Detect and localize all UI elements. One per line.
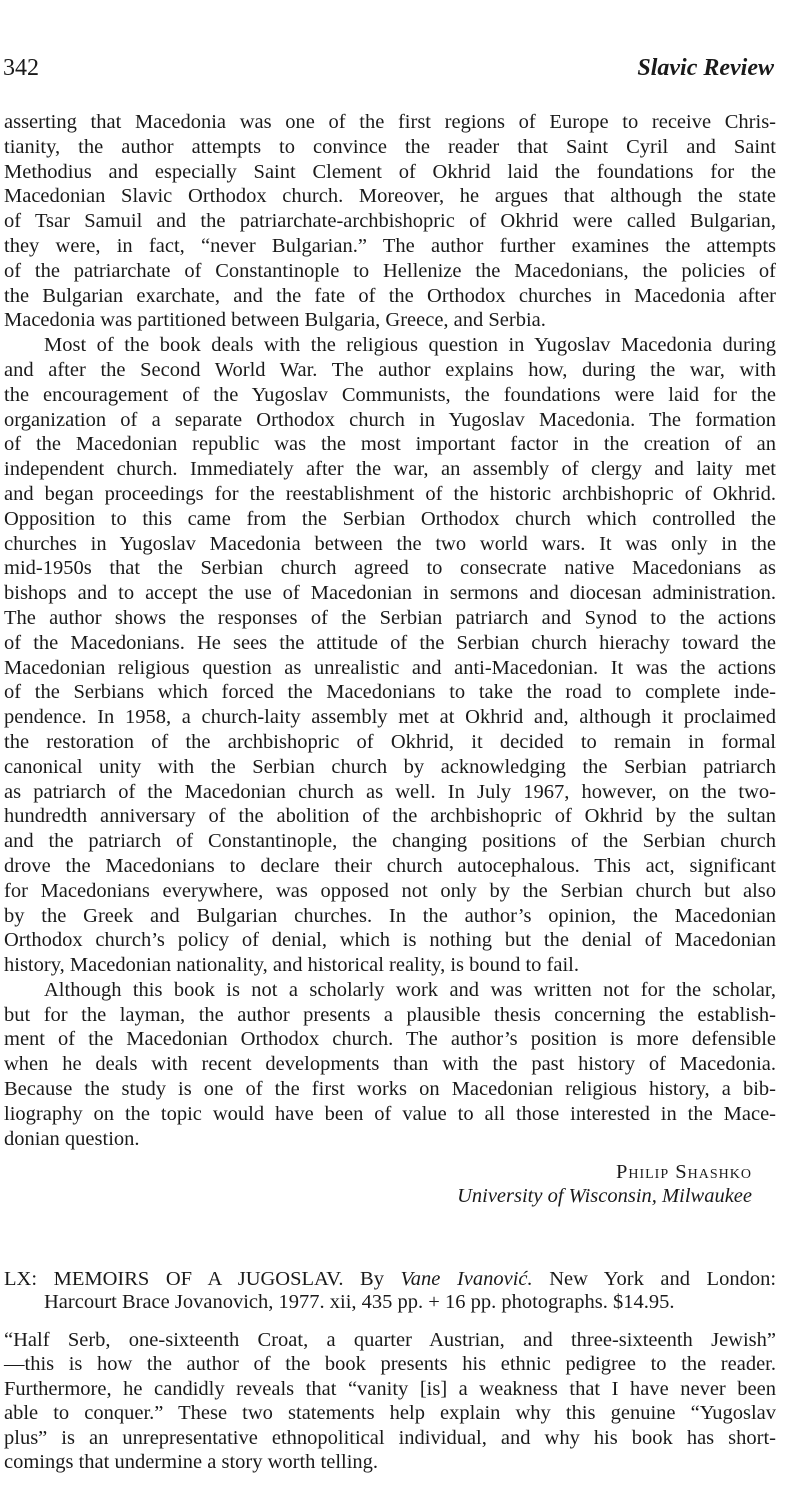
text-line: independent church. Immediately after the war, an assembly of clergy and laity met [4, 458, 776, 481]
text-line: donian question. [4, 1127, 140, 1150]
page-number: 342 [3, 55, 39, 81]
text-line: comings that undermine a story worth telling. [4, 1450, 379, 1473]
text-line: canonical unity with the Serbian church by acknowledging the Serbian patriarch [4, 755, 776, 778]
text-line: asserting that Macedonia was one of the first regions of Europe to receive Chris- [4, 111, 776, 133]
text-line: the restoration of the archbishopric of Okhrid, it decided to remain in formal [4, 730, 776, 753]
text-line: Because the study is one of the first works on Macedonian religious history, a bib- [4, 1078, 776, 1101]
paragraph [4, 110, 776, 333]
text-line: but for the layman, the author presents a plausible thesis concerning the establish- [4, 1003, 776, 1026]
text-line: The author shows the responses of the Serbian patriarch and Synod to the actions [4, 606, 776, 629]
text-line: Macedonian religious question as unrealistic and anti-Macedonian. It was the actions [4, 656, 776, 679]
text-line: and the patriarch of Constantinople, the changing positions of the Serbian church [4, 830, 776, 853]
text-line: organization of a separate Orthodox church in Yugoslav Macedonia. The formation [4, 408, 776, 431]
citation-line-1 [4, 1268, 776, 1291]
text-line: plus” is an unrepresentative ethnopolitical individual, and why his book has short- [4, 1426, 776, 1449]
text-line: of the Macedonian republic was the most important factor in the creation of an [4, 433, 776, 456]
text-line: —this is how the author of the book presents his ethnic pedigree to the reader. [4, 1353, 776, 1376]
book-author: Vane Ivanović. [400, 1268, 533, 1290]
book-citation-heading [4, 1268, 776, 1314]
text-line: of the patriarchate of Constantinople to Hellenize the Macedonians, the policies of [4, 259, 776, 282]
publisher-place: New York and London: [549, 1268, 777, 1290]
text-line: Methodius and especially Saint Clement of Okhrid laid the foundations for the [4, 160, 776, 183]
reviewer-signature [457, 1160, 752, 1208]
text-line: tianity, the author attempts to convince the reader that Saint Cyril and Saint [4, 135, 776, 158]
text-line: drove the Macedonians to declare their church autocephalous. This act, significant [4, 854, 776, 877]
text-line: and began proceedings for the reestablishment of the historic archbishopric of Okhrid. [4, 482, 776, 505]
text-line: ment of the Macedonian Orthodox church. The author’s position is more defensible [4, 1028, 776, 1051]
reviewer-name: Philip Shashko [615, 1161, 752, 1183]
book-title: LX: MEMOIRS OF A JUGOSLAV. By [4, 1268, 384, 1290]
text-line: bishops and to accept the use of Macedonian in sermons and diocesan administration. [4, 582, 776, 605]
text-line: the encouragement of the Yugoslav Communists, the foundations were laid for the [4, 383, 776, 406]
text-line: Macedonia was partitioned between Bulgaria, Greece, and Serbia. [4, 309, 546, 332]
text-line: able to conquer.” These two statements help explain why this genuine “Yugoslav [4, 1402, 776, 1425]
text-line: pendence. In 1958, a church-laity assembly met at Okhrid and, although it proclaimed [4, 706, 776, 729]
text-line: as patriarch of the Macedonian church as well. In July 1967, however, on the two- [4, 780, 776, 803]
text-line: “Half Serb, one-sixteenth Croat, a quarter Austrian, and three-sixteenth Jewish” [4, 1329, 776, 1351]
text-line: when he deals with recent developments than with the past history of Macedonia. [4, 1053, 776, 1076]
text-line: Furthermore, he candidly reveals that “vanity [is] a weakness that I have never been [4, 1377, 776, 1400]
text-line: of the Serbians which forced the Macedonians to take the road to complete inde- [4, 681, 776, 704]
reviewer-affiliation: University of Wisconsin, Milwaukee [457, 1185, 752, 1207]
text-line: and after the Second World War. The author explains how, during the war, with [4, 358, 776, 381]
text-line: the Bulgarian exarchate, and the fate of the Orthodox churches in Macedonia after [4, 284, 776, 307]
text-line: by the Greek and Bulgarian churches. In the author’s opinion, the Macedonian [4, 904, 776, 927]
text-line: mid-1950s that the Serbian church agreed to consecrate native Macedonians as [4, 557, 776, 580]
text-line: Opposition to this came from the Serbian Orthodox church which controlled the [4, 507, 776, 530]
journal-running-title: Slavic Review [637, 55, 774, 81]
paragraph [4, 1328, 776, 1474]
review-body [4, 110, 776, 1151]
text-line: for Macedonians everywhere, was opposed not only by the Serbian church but also [4, 879, 776, 902]
text-line: of the Macedonians. He sees the attitude of the Serbian church hierachy toward the [4, 631, 776, 654]
text-line: history, Macedonian nationality, and historical reality, is bound to fail. [4, 954, 580, 977]
text-line: hundredth anniversary of the abolition of the archbishopric of Okhrid by the sultan [4, 805, 776, 828]
text-line: Orthodox church’s policy of denial, which is nothing but the denial of Macedonian [4, 929, 776, 952]
text-line: they were, in fact, “never Bulgarian.” The author further examines the attempts [4, 234, 776, 257]
paragraph [4, 333, 776, 978]
publication-details: Harcourt Brace Jovanovich, 1977. xii, 435 pp. + 16 pp. photographs. $14.95. [44, 1291, 675, 1313]
text-line: Although this book is not a scholarly work and was written not for the scholar, [44, 978, 776, 1001]
review-body-2 [4, 1328, 776, 1474]
paragraph [4, 978, 776, 1152]
text-line: churches in Yugoslav Macedonia between the two world wars. It was only in the [4, 532, 776, 555]
text-line: liography on the topic would have been of value to all those interested in the Mace- [4, 1102, 776, 1125]
text-line: Macedonian Slavic Orthodox church. Moreover, he argues that although the state [4, 185, 776, 208]
text-line: Most of the book deals with the religious question in Yugoslav Macedonia during [44, 334, 776, 357]
text-line: of Tsar Samuil and the patriarchate-archbishopric of Okhrid were called Bulgarian, [4, 210, 776, 233]
